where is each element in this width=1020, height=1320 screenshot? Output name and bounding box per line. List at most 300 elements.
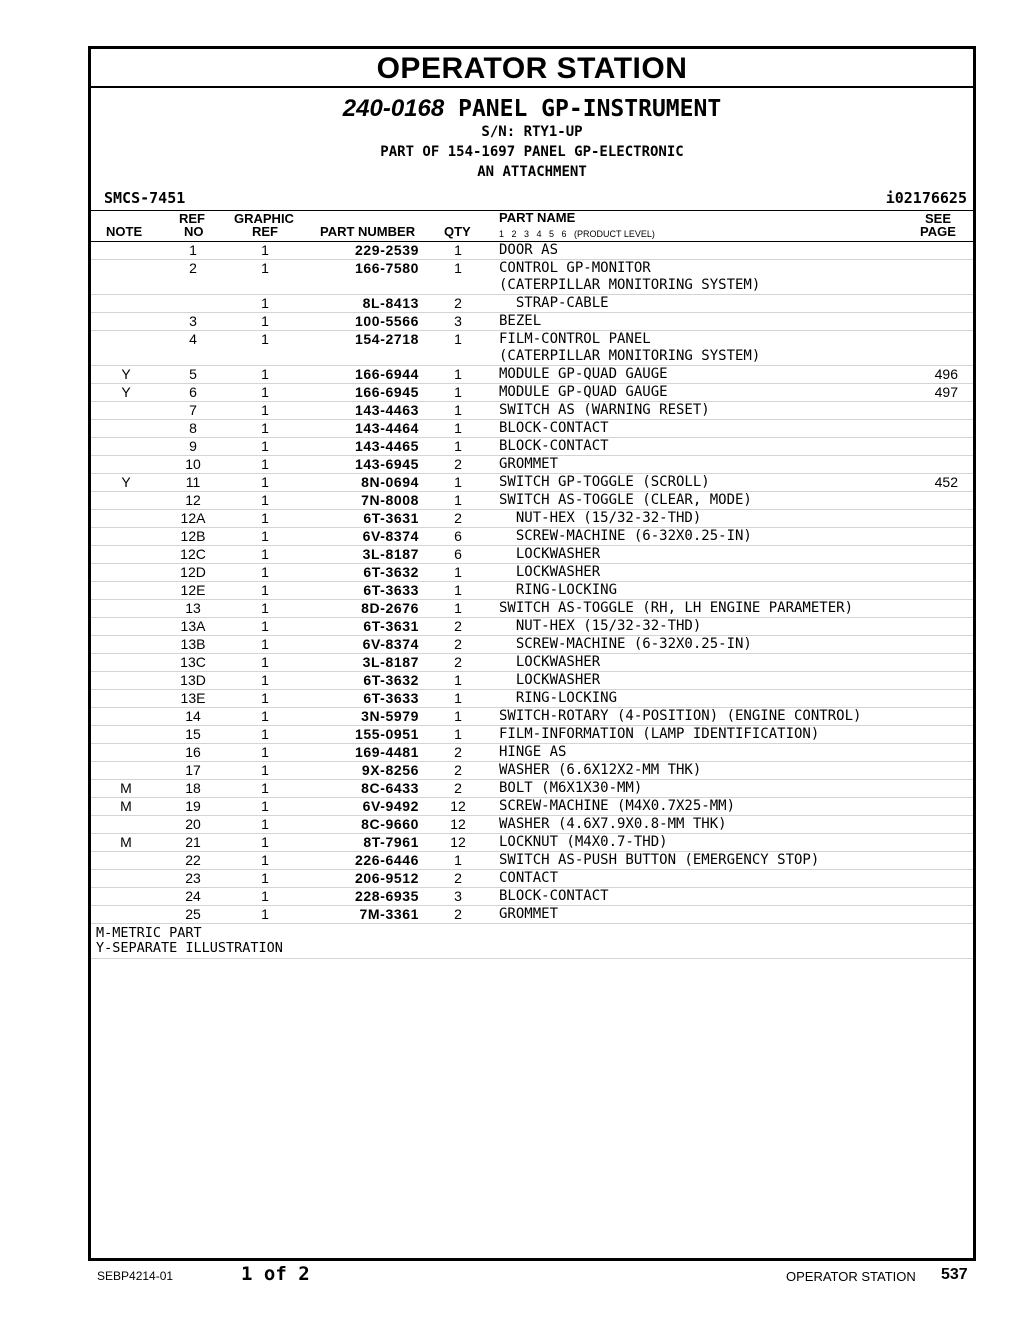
- qty-cell: 1: [425, 438, 491, 456]
- part-name-cell: WASHER (4.6X7.9X0.8-MM THK): [491, 816, 895, 834]
- table-row: [91, 366, 973, 384]
- part-name-cell: NUT-HEX (15/32-32-THD): [491, 618, 895, 636]
- part-number-link[interactable]: 7N-8008: [305, 492, 425, 510]
- table-row: [91, 834, 973, 852]
- part-name-cell: WASHER (6.6X12X2-MM THK): [491, 762, 895, 780]
- part-number-link[interactable]: 7M-3361: [305, 906, 425, 924]
- part-name-cell: SWITCH GP-TOGGLE (SCROLL): [491, 474, 895, 492]
- graphic-ref-cell: 1: [225, 384, 305, 402]
- table-row: [91, 906, 973, 924]
- part-name-cell: RING-LOCKING: [491, 690, 895, 708]
- graphic-ref-cell: 1: [225, 618, 305, 636]
- ref-no-cell: 4: [161, 331, 225, 366]
- part-number-link[interactable]: 8L-8413: [305, 295, 425, 313]
- part-name-cell: BLOCK-CONTACT: [491, 420, 895, 438]
- see-page-link: [895, 744, 973, 762]
- table-row: [91, 313, 973, 331]
- see-page-link: [895, 528, 973, 546]
- ref-no-cell: 6: [161, 384, 225, 402]
- col-graphic-bottom: REF: [252, 224, 278, 239]
- ref-no-cell: 12: [161, 492, 225, 510]
- part-name-cell: BLOCK-CONTACT: [491, 888, 895, 906]
- part-name-cell: SCREW-MACHINE (6-32X0.25-IN): [491, 636, 895, 654]
- table-row: [91, 690, 973, 708]
- qty-cell: 2: [425, 654, 491, 672]
- note-cell: [91, 456, 161, 474]
- graphic-ref-cell: 1: [225, 295, 305, 313]
- see-page-link: [895, 708, 973, 726]
- column-header: [91, 211, 973, 242]
- part-number-link[interactable]: 8C-9660: [305, 816, 425, 834]
- table-row: [91, 528, 973, 546]
- part-name-cell: CONTACT: [491, 870, 895, 888]
- qty-cell: 12: [425, 816, 491, 834]
- see-page-link: [895, 762, 973, 780]
- ref-no-cell: 24: [161, 888, 225, 906]
- qty-cell: 1: [425, 420, 491, 438]
- qty-cell: 1: [425, 331, 491, 366]
- see-page-link: [895, 600, 973, 618]
- graphic-ref-cell: 1: [225, 870, 305, 888]
- note-cell: [91, 528, 161, 546]
- ref-no-cell: 14: [161, 708, 225, 726]
- graphic-ref-cell: 1: [225, 366, 305, 384]
- illustration-id: i02176625: [885, 189, 967, 207]
- qty-cell: 12: [425, 798, 491, 816]
- part-number-link[interactable]: 229-2539: [305, 242, 425, 260]
- ref-no-cell: [161, 295, 225, 313]
- col-see-bottom: PAGE: [920, 224, 956, 239]
- part-name-cell: SCREW-MACHINE (M4X0.7X25-MM): [491, 798, 895, 816]
- graphic-ref-cell: 1: [225, 744, 305, 762]
- doc-number: SEBP4214-01: [97, 1269, 174, 1283]
- table-row: [91, 762, 973, 780]
- note-metric: M-METRIC PART: [96, 925, 202, 941]
- see-page-link: [895, 798, 973, 816]
- graphic-ref-cell: 1: [225, 331, 305, 366]
- table-row: [91, 260, 973, 295]
- qty-cell: 2: [425, 456, 491, 474]
- graphic-ref-cell: 1: [225, 762, 305, 780]
- see-page-link: [895, 546, 973, 564]
- ref-no-cell: 13B: [161, 636, 225, 654]
- graphic-ref-cell: 1: [225, 402, 305, 420]
- qty-cell: 2: [425, 618, 491, 636]
- attachment-line: AN ATTACHMENT: [477, 164, 587, 180]
- part-number-link[interactable]: 155-0951: [305, 726, 425, 744]
- footer-section: OPERATOR STATION: [786, 1269, 916, 1284]
- ref-no-cell: 18: [161, 780, 225, 798]
- qty-cell: 1: [425, 582, 491, 600]
- qty-cell: 1: [425, 726, 491, 744]
- see-page-link: [895, 906, 973, 924]
- section-title: OPERATOR STATION: [91, 49, 973, 88]
- ref-no-cell: 23: [161, 870, 225, 888]
- part-number-link[interactable]: 226-6446: [305, 852, 425, 870]
- part-number-link[interactable]: 166-6945: [305, 384, 425, 402]
- see-page-link: [895, 492, 973, 510]
- part-number-link[interactable]: 8D-2676: [305, 600, 425, 618]
- ref-no-cell: 2: [161, 260, 225, 295]
- table-row: [91, 600, 973, 618]
- part-number-link[interactable]: 6V-9492: [305, 798, 425, 816]
- graphic-ref-cell: 1: [225, 242, 305, 260]
- part-number-link[interactable]: 143-4463: [305, 402, 425, 420]
- table-row: [91, 852, 973, 870]
- see-page-link: [895, 870, 973, 888]
- note-cell: [91, 402, 161, 420]
- col-product-level: 1 2 3 4 5 6 (PRODUCT LEVEL): [499, 229, 655, 239]
- graphic-ref-cell: 1: [225, 313, 305, 331]
- qty-cell: 1: [425, 672, 491, 690]
- note-cell: [91, 331, 161, 366]
- graphic-ref-cell: 1: [225, 834, 305, 852]
- see-page-link: [895, 816, 973, 834]
- table-row: [91, 510, 973, 528]
- graphic-ref-cell: 1: [225, 708, 305, 726]
- see-page-link: [895, 402, 973, 420]
- page-footer: [0, 1263, 1020, 1293]
- part-number-link[interactable]: 143-4465: [305, 438, 425, 456]
- parts-table: [91, 242, 973, 924]
- qty-cell: 6: [425, 546, 491, 564]
- graphic-ref-cell: 1: [225, 474, 305, 492]
- note-cell: [91, 636, 161, 654]
- part-name-cell: BLOCK-CONTACT: [491, 438, 895, 456]
- note-cell: [91, 762, 161, 780]
- group-number[interactable]: 240-0168: [342, 95, 445, 122]
- note-cell: [91, 726, 161, 744]
- part-name-cell: SWITCH-ROTARY (4-POSITION) (ENGINE CONTROL): [491, 708, 895, 726]
- see-page-link: [895, 313, 973, 331]
- graphic-ref-cell: 1: [225, 510, 305, 528]
- graphic-ref-cell: 1: [225, 852, 305, 870]
- graphic-ref-cell: 1: [225, 546, 305, 564]
- graphic-ref-cell: 1: [225, 636, 305, 654]
- part-number-link[interactable]: 143-6945: [305, 456, 425, 474]
- part-number-link[interactable]: 169-4481: [305, 744, 425, 762]
- qty-cell: 3: [425, 888, 491, 906]
- see-page-link: [895, 888, 973, 906]
- qty-cell: 1: [425, 600, 491, 618]
- part-number-link[interactable]: 166-6944: [305, 366, 425, 384]
- note-cell: [91, 295, 161, 313]
- table-row: [91, 492, 973, 510]
- see-page-link: [895, 636, 973, 654]
- graphic-ref-cell: 1: [225, 726, 305, 744]
- ref-no-cell: 22: [161, 852, 225, 870]
- ref-no-cell: 16: [161, 744, 225, 762]
- graphic-ref-cell: 1: [225, 816, 305, 834]
- part-name-cell: BOLT (M6X1X30-MM): [491, 780, 895, 798]
- note-separate-illustration: Y-SEPARATE ILLUSTRATION: [96, 940, 283, 956]
- see-page-link: [895, 510, 973, 528]
- see-page-link: [895, 834, 973, 852]
- ref-no-cell: 12C: [161, 546, 225, 564]
- note-cell: [91, 888, 161, 906]
- graphic-ref-cell: 1: [225, 906, 305, 924]
- note-cell: [91, 654, 161, 672]
- col-part-number: PART NUMBER: [320, 224, 416, 239]
- ref-no-cell: 20: [161, 816, 225, 834]
- ref-no-cell: 21: [161, 834, 225, 852]
- note-cell: [91, 870, 161, 888]
- part-number-link[interactable]: 6V-8374: [305, 636, 425, 654]
- col-ref-top: REF: [179, 211, 205, 226]
- part-number-link[interactable]: 6T-3631: [305, 510, 425, 528]
- graphic-ref-cell: 1: [225, 690, 305, 708]
- col-graphic-top: GRAPHIC: [234, 211, 294, 226]
- see-page-link: [895, 242, 973, 260]
- qty-cell: 1: [425, 564, 491, 582]
- ref-no-cell: 12B: [161, 528, 225, 546]
- graphic-ref-cell: 1: [225, 600, 305, 618]
- note-cell: [91, 852, 161, 870]
- note-cell: [91, 313, 161, 331]
- part-number-link[interactable]: 206-9512: [305, 870, 425, 888]
- graphic-ref-cell: 1: [225, 888, 305, 906]
- table-row: [91, 546, 973, 564]
- table-row: [91, 474, 973, 492]
- part-name-cell: MODULE GP-QUAD GAUGE: [491, 366, 895, 384]
- see-page-link: [895, 456, 973, 474]
- table-row: [91, 726, 973, 744]
- ref-no-cell: 13D: [161, 672, 225, 690]
- qty-cell: 2: [425, 744, 491, 762]
- ref-no-cell: 17: [161, 762, 225, 780]
- ref-no-cell: 1: [161, 242, 225, 260]
- part-name-cell: LOCKNUT (M4X0.7-THD): [491, 834, 895, 852]
- part-of-line: PART OF 154-1697 PANEL GP-ELECTRONIC: [380, 144, 684, 160]
- table-row: [91, 888, 973, 906]
- ref-no-cell: 7: [161, 402, 225, 420]
- table-row: [91, 672, 973, 690]
- graphic-ref-cell: 1: [225, 528, 305, 546]
- part-name-cell: DOOR AS: [491, 242, 895, 260]
- note-cell: [91, 816, 161, 834]
- see-page-link: [895, 582, 973, 600]
- note-cell: Y: [91, 384, 161, 402]
- part-number-link[interactable]: 6T-3632: [305, 564, 425, 582]
- part-number-link[interactable]: 8T-7961: [305, 834, 425, 852]
- graphic-ref-cell: 1: [225, 492, 305, 510]
- table-row: [91, 402, 973, 420]
- col-see-top: SEE: [925, 211, 952, 226]
- graphic-ref-cell: 1: [225, 260, 305, 295]
- ref-no-cell: 13A: [161, 618, 225, 636]
- part-name-cell: LOCKWASHER: [491, 654, 895, 672]
- graphic-ref-cell: 1: [225, 672, 305, 690]
- ref-no-cell: 13C: [161, 654, 225, 672]
- see-page-link[interactable]: 452: [895, 474, 973, 492]
- table-row: [91, 420, 973, 438]
- id-row: [91, 188, 973, 211]
- part-number-link[interactable]: 3L-8187: [305, 546, 425, 564]
- ref-no-cell: 8: [161, 420, 225, 438]
- note-cell: [91, 492, 161, 510]
- part-number-link[interactable]: 6T-3633: [305, 690, 425, 708]
- notes-block: [91, 924, 973, 959]
- note-cell: M: [91, 798, 161, 816]
- table-row: [91, 564, 973, 582]
- qty-cell: 2: [425, 870, 491, 888]
- see-page-link: [895, 726, 973, 744]
- part-number-link[interactable]: 6T-3631: [305, 618, 425, 636]
- part-name-cell: HINGE AS: [491, 744, 895, 762]
- note-cell: [91, 618, 161, 636]
- part-name-cell: SCREW-MACHINE (6-32X0.25-IN): [491, 528, 895, 546]
- ref-no-cell: 19: [161, 798, 225, 816]
- ref-no-cell: 3: [161, 313, 225, 331]
- note-cell: [91, 242, 161, 260]
- part-name-cell: SWITCH AS-TOGGLE (RH, LH ENGINE PARAMETER): [491, 600, 895, 618]
- note-cell: [91, 546, 161, 564]
- table-row: [91, 654, 973, 672]
- part-number-link[interactable]: 166-7580: [305, 260, 425, 295]
- part-name-cell: LOCKWASHER: [491, 546, 895, 564]
- page-number: 537: [941, 1266, 968, 1283]
- part-number-link[interactable]: 8C-6433: [305, 780, 425, 798]
- note-cell: [91, 600, 161, 618]
- col-part-name: PART NAME: [499, 210, 576, 225]
- note-cell: [91, 564, 161, 582]
- parts-table-body: [91, 242, 973, 924]
- group-name: PANEL GP-INSTRUMENT: [458, 96, 722, 122]
- note-cell: [91, 420, 161, 438]
- qty-cell: 6: [425, 528, 491, 546]
- table-row: [91, 582, 973, 600]
- note-cell: Y: [91, 474, 161, 492]
- graphic-ref-cell: 1: [225, 438, 305, 456]
- see-page-link: [895, 672, 973, 690]
- table-row: [91, 456, 973, 474]
- table-row: [91, 438, 973, 456]
- qty-cell: 1: [425, 852, 491, 870]
- table-row: [91, 798, 973, 816]
- note-cell: [91, 744, 161, 762]
- part-name-cell: SWITCH AS-TOGGLE (CLEAR, MODE): [491, 492, 895, 510]
- table-row: [91, 331, 973, 366]
- see-page-link: [895, 295, 973, 313]
- graphic-ref-cell: 1: [225, 564, 305, 582]
- table-row: [91, 870, 973, 888]
- smcs-code: SMCS-7451: [104, 189, 186, 207]
- part-name-cell: MODULE GP-QUAD GAUGE: [491, 384, 895, 402]
- part-name-cell: FILM-INFORMATION (LAMP IDENTIFICATION): [491, 726, 895, 744]
- ref-no-cell: 15: [161, 726, 225, 744]
- graphic-ref-cell: 1: [225, 798, 305, 816]
- note-cell: [91, 690, 161, 708]
- table-row: [91, 618, 973, 636]
- note-cell: [91, 672, 161, 690]
- group-title: [91, 96, 973, 122]
- see-page-link[interactable]: 496: [895, 366, 973, 384]
- see-page-link: [895, 690, 973, 708]
- note-cell: [91, 906, 161, 924]
- col-ref-bottom: NO: [184, 224, 204, 239]
- qty-cell: 2: [425, 780, 491, 798]
- part-number-link[interactable]: 143-4464: [305, 420, 425, 438]
- qty-cell: 3: [425, 313, 491, 331]
- part-number-link[interactable]: 228-6935: [305, 888, 425, 906]
- qty-cell: 2: [425, 906, 491, 924]
- see-page-link: [895, 420, 973, 438]
- part-name-cell: FILM-CONTROL PANEL (CATERPILLAR MONITORING SYSTEM): [491, 331, 895, 366]
- see-page-link: [895, 331, 973, 366]
- graphic-ref-cell: 1: [225, 654, 305, 672]
- see-page-link: [895, 438, 973, 456]
- part-number-link[interactable]: 154-2718: [305, 331, 425, 366]
- note-cell: Y: [91, 366, 161, 384]
- see-page-link[interactable]: 497: [895, 384, 973, 402]
- see-page-link: [895, 654, 973, 672]
- qty-cell: 1: [425, 474, 491, 492]
- see-page-link: [895, 564, 973, 582]
- part-number-link[interactable]: 8N-0694: [305, 474, 425, 492]
- part-name-cell: GROMMET: [491, 456, 895, 474]
- table-row: [91, 242, 973, 260]
- note-cell: [91, 582, 161, 600]
- part-name-cell: LOCKWASHER: [491, 672, 895, 690]
- qty-cell: 1: [425, 242, 491, 260]
- table-row: [91, 636, 973, 654]
- part-name-cell: BEZEL: [491, 313, 895, 331]
- table-row: [91, 295, 973, 313]
- part-name-cell: GROMMET: [491, 906, 895, 924]
- part-number-link[interactable]: 6T-3632: [305, 672, 425, 690]
- part-number-link[interactable]: 3L-8187: [305, 654, 425, 672]
- ref-no-cell: 5: [161, 366, 225, 384]
- ref-no-cell: 12D: [161, 564, 225, 582]
- ref-no-cell: 10: [161, 456, 225, 474]
- graphic-ref-cell: 1: [225, 420, 305, 438]
- ref-no-cell: 9: [161, 438, 225, 456]
- col-qty: QTY: [444, 224, 471, 239]
- part-number-link[interactable]: 100-5566: [305, 313, 425, 331]
- ref-no-cell: 11: [161, 474, 225, 492]
- graphic-ref-cell: 1: [225, 456, 305, 474]
- qty-cell: 1: [425, 708, 491, 726]
- ref-no-cell: 12E: [161, 582, 225, 600]
- part-name-cell: LOCKWASHER: [491, 564, 895, 582]
- qty-cell: 1: [425, 366, 491, 384]
- part-name-cell: STRAP-CABLE: [491, 295, 895, 313]
- note-cell: [91, 708, 161, 726]
- part-number-link[interactable]: 3N-5979: [305, 708, 425, 726]
- part-name-cell: CONTROL GP-MONITOR (CATERPILLAR MONITORING SYSTEM): [491, 260, 895, 295]
- qty-cell: 2: [425, 636, 491, 654]
- part-number-link[interactable]: 6V-8374: [305, 528, 425, 546]
- table-row: [91, 780, 973, 798]
- qty-cell: 1: [425, 402, 491, 420]
- note-cell: M: [91, 834, 161, 852]
- graphic-ref-cell: 1: [225, 582, 305, 600]
- graphic-ref-cell: 1: [225, 780, 305, 798]
- see-page-link: [895, 618, 973, 636]
- ref-no-cell: 25: [161, 906, 225, 924]
- part-number-link[interactable]: 9X-8256: [305, 762, 425, 780]
- page-of: 1 of 2: [241, 1263, 310, 1285]
- part-number-link[interactable]: 6T-3633: [305, 582, 425, 600]
- ref-no-cell: 13: [161, 600, 225, 618]
- qty-cell: 1: [425, 260, 491, 295]
- qty-cell: 1: [425, 384, 491, 402]
- note-cell: M: [91, 780, 161, 798]
- note-cell: [91, 438, 161, 456]
- col-note: NOTE: [106, 224, 143, 239]
- qty-cell: 1: [425, 690, 491, 708]
- see-page-link: [895, 852, 973, 870]
